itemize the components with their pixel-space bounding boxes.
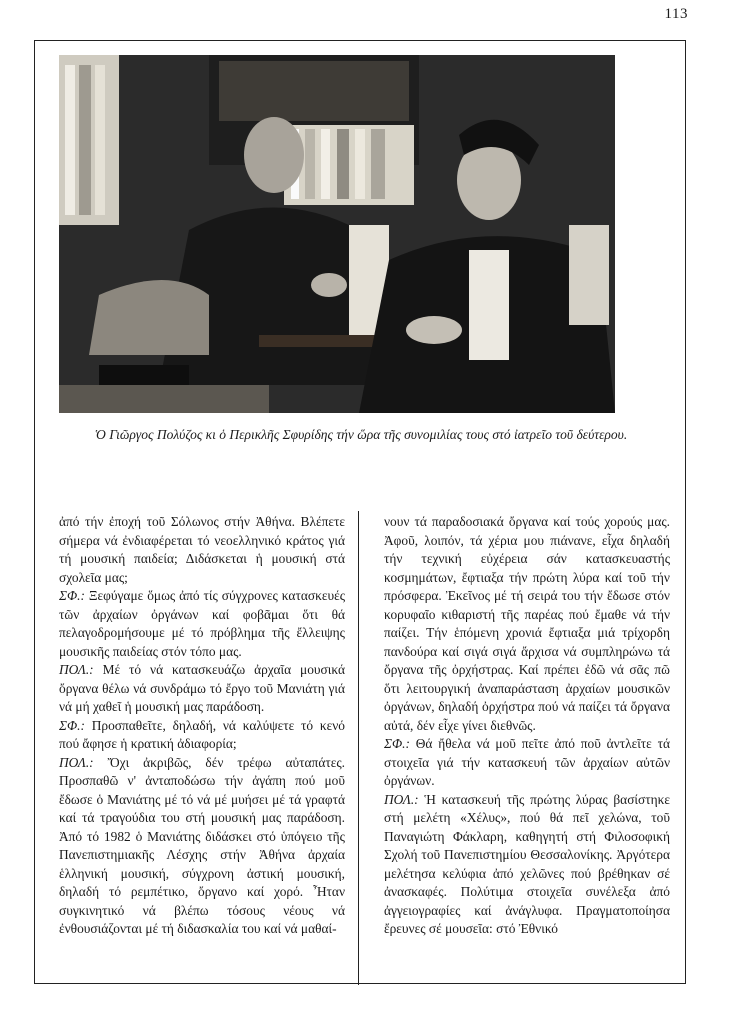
- paragraph-speaker: ΣΦ.:: [59, 717, 85, 733]
- paragraph-text: ἀπό τήν ἐποχή τοῦ Σόλωνος στήν Ἀθήνα. Βλέπετε σήμερα νά ἐνδιαφέρεται τό νεοελληνικό κράτος γιά τή μουσική παιδεία; Διδάσκεται ἡ μουσική στά σχολεῖα μας;: [59, 514, 345, 585]
- paragraph-speaker: ΠΟΛ.:: [59, 662, 94, 677]
- paragraph-text: Θά ἤθελα νά μοῦ πεῖτε ἀπό ποῦ ἀντλεῖτε τά στοιχεῖα γιά τήν κατασκευή τῶν ἀρχαίων αὐτῶν ὀργάνων.: [384, 736, 670, 788]
- paragraph: [384, 513, 670, 735]
- paragraph: [59, 717, 345, 754]
- page-frame: [34, 40, 686, 984]
- paragraph-text: Προσπαθεῖτε, δηλαδή, νά καλύψετε τό κενό πού ἄφησε ἡ κρατική ἀδιαφορία;: [59, 717, 345, 751]
- paragraph-speaker: ΣΦ.:: [59, 588, 85, 603]
- column-divider: [358, 511, 359, 985]
- paragraph-text: Ὄχι ἀκριβῶς, δέν τρέφω αὐταπάτες. Προσπαθῶ ν' ἀνταποδώσω τήν ἀγάπη πού μοῦ ἔδωσε ὁ Μανιάτης μέ τό νά μέ μυήσει μέ τά γραφτά καί τά τραγούδια του στή μουσική μας παράδοση. Ἀπό τό 1982 ὁ Μανιάτης διδάσκει στό ὑπόγειο τῆς Πανεπιστημιακῆς Λέσχης στήν Ἀθήνα ἀρχαία ἑλληνική μουσική, σύγχρονη ἀστική μουσική, δηλαδή τό ρεμπέτικο, ὄργανο καί χορό. Ἦταν συγκινητικό νά βλέπω τόσους νέους νά ἐνθουσιάζονται μέ τή διδασκαλία του καί νά μαθαί-: [59, 754, 345, 936]
- paragraph: [59, 754, 345, 939]
- page-number: 113: [664, 6, 688, 22]
- paragraph: [59, 513, 345, 587]
- photo-caption: Ὁ Γιῶργος Πολύζος κι ὁ Περικλῆς Σφυρίδης τήν ὥρα τῆς συνομιλίας τους στό ἰατρεῖο τοῦ δεύτερου.: [94, 427, 628, 442]
- left-column: [59, 513, 345, 939]
- paragraph-speaker: ΣΦ.:: [384, 736, 410, 751]
- paragraph-text: Μέ τό νά κατασκευάζω ἀρχαῖα μουσικά ὄργανα θέλω νά συνδράμω τό ἔργο τοῦ Μανιάτη γιά νά μή χαθεῖ ἡ μουσική μας παράδοση.: [59, 662, 345, 714]
- paragraph: [59, 661, 345, 717]
- paragraph-speaker: ΠΟΛ.:: [59, 754, 94, 770]
- photo-illustration: [59, 55, 615, 413]
- paragraph-text: Ἡ κατασκευή τῆς πρώτης λύρας βασίστηκε στή μελέτη «Χέλυς», πού θά πεῖ χελώνα, τοῦ Παναγιώτη Φάκλαρη, καθηγητή στή Φιλοσοφική Σχολή τοῦ Πανεπιστημίου Θεσσαλονίκης. Ἀργότερα μελέτησα κελύφια ἀπό χελῶνες πού βρέθηκαν σέ ἀνασκαφές. Πολύτιμα στοιχεῖα συνέλεξα ἀπό ἀγγειογραφίες καί ἀνάγλυφα. Πραγματοποίησα ἔρευνες σέ μουσεῖα: στό Ἐθνικό: [384, 791, 670, 936]
- paragraph: [59, 587, 345, 661]
- paragraph: [384, 791, 670, 939]
- paragraph-text: νουν τά παραδοσιακά ὄργανα καί τούς χορούς μας. Ἀφοῦ, λοιπόν, τά χέρια μου πιάνανε, εἶχα δηλαδή τήν τεχνική εὐχέρεια σάν κατασκευαστής κοσμημάτων, ἔφτιαξα τήν πρώτη λύρα καί τοῦ τήν πρόσφερα. Ἐκεῖνος μέ τή σειρά του τήν ἔδωσε στόν κορυφαῖο κιθαριστή τῆς παρέας πού ἔμαθε νά τήν παίζει. Τήν ἑπόμενη χρονιά ἔφτιαξα μιά τρίχορδη πανδούρα καί σιγά σιγά ἄρχισα νά συμπληρώνω τά ὄργανα τῆς ὀρχήστρας. Καί πρέπει ἐδῶ νά σᾶς πῶ ὅτι λειτουργική ἀναπαράσταση ἀρχαίων μουσικῶν ὀργάνων, δηλαδή ὀρχήστρα πού νά παίζει τά ὄργανα αὐτά, δέν εἶχε γίνει διεθνῶς.: [384, 514, 670, 733]
- paragraph: [384, 735, 670, 791]
- paragraph-text: Ξεφύγαμε ὅμως ἀπό τίς σύγχρονες κατασκευές τῶν ἀρχαίων ὀργάνων καί φοβᾶμαι ὅτι θά πελαγοδρομήσουμε μέ τό πρόβλημα τῆς ἔλλειψης μουσικῆς παιδείας στόν τόπο μας.: [59, 588, 345, 659]
- paragraph-speaker: ΠΟΛ.:: [384, 791, 419, 807]
- right-column: [384, 513, 670, 939]
- photograph: [59, 55, 615, 413]
